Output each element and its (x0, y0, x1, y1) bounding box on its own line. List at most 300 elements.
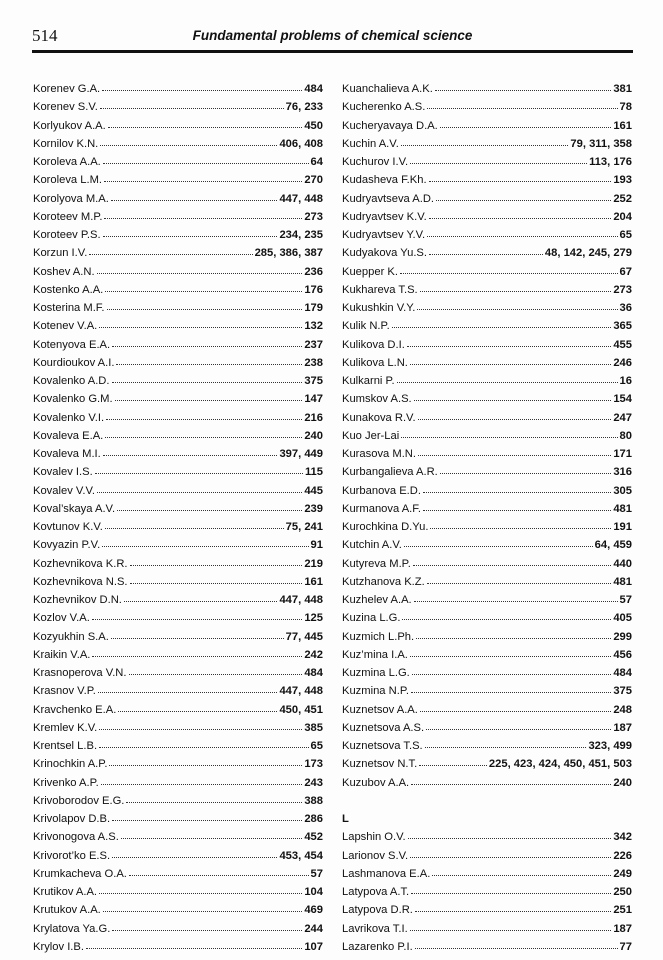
index-entry (33, 828, 323, 846)
index-entry (342, 153, 632, 171)
page-references: 305 (613, 484, 632, 497)
dot-leader (429, 253, 543, 255)
index-entry (342, 774, 632, 792)
page-references: 115 (304, 466, 323, 479)
page-references: 238 (304, 356, 323, 369)
index-entry (33, 500, 323, 518)
dot-leader (111, 637, 284, 639)
index-entry (33, 336, 323, 354)
author-name: Krylatova Ya.G. (33, 922, 111, 935)
page-references: 469 (304, 904, 323, 917)
index-entry (342, 409, 632, 427)
index-entry (33, 171, 323, 189)
index-entry (33, 573, 323, 591)
index-entry (342, 354, 632, 372)
dot-leader (92, 618, 303, 620)
dot-leader (408, 837, 612, 839)
dot-leader (414, 399, 612, 401)
index-entry (342, 883, 632, 901)
dot-leader (104, 180, 302, 182)
author-name: Kuzhelev A.A. (342, 594, 412, 606)
header-rule (32, 50, 633, 53)
author-name: Kozhevnikov D.N. (33, 594, 122, 606)
author-name: Kudryavtseva A.D. (342, 192, 435, 205)
index-entry (342, 336, 632, 354)
page-references: 388 (304, 794, 323, 807)
page-references: 397, 449 (279, 448, 323, 460)
author-name: Krivonogova A.S. (33, 831, 119, 844)
dot-leader (410, 655, 611, 657)
author-name: Kozhevnikova K.R. (33, 557, 128, 570)
index-entry (342, 555, 632, 573)
dot-leader (112, 856, 277, 858)
author-name: Korlyukov A.A. (33, 119, 106, 132)
page-references: 323, 499 (588, 740, 632, 752)
author-name: Kurochkina D.Yu. (342, 521, 429, 533)
author-name: Krentsel L.B. (33, 740, 98, 752)
dot-leader (109, 764, 302, 766)
index-entry (342, 865, 632, 883)
dot-leader (401, 436, 617, 438)
index-entry (33, 226, 323, 244)
author-name: Kraikin V.A. (33, 648, 91, 661)
page-references: 16 (619, 375, 632, 387)
dot-leader (100, 144, 277, 146)
dot-leader (99, 728, 302, 730)
dot-leader (116, 363, 302, 365)
page-references: 450, 451 (279, 703, 323, 716)
index-entry (342, 609, 632, 627)
index-entry (342, 646, 632, 664)
page-references: 251 (613, 904, 632, 917)
dot-leader (410, 929, 612, 931)
author-name: Koroteev M.P. (33, 210, 103, 223)
page-references: 80 (619, 429, 632, 442)
dot-leader (440, 126, 612, 128)
page-references: 57 (619, 594, 632, 606)
index-entry (33, 883, 323, 901)
author-name: Kuzmina L.G. (342, 667, 410, 679)
page-references: 385 (304, 721, 323, 734)
author-name: Kumskov A.S. (342, 393, 412, 406)
dot-leader (124, 600, 278, 602)
index-entry (342, 226, 632, 244)
dot-leader (436, 199, 611, 201)
author-name: Kucheryavaya D.A. (342, 119, 438, 132)
author-name: Kudryavtsev K.V. (342, 210, 427, 223)
page-references: 48, 142, 245, 279 (544, 247, 632, 260)
index-entry (33, 792, 323, 810)
index-entry (342, 920, 632, 938)
author-name: Kuz’mina I.A. (342, 648, 408, 661)
index-entry (342, 737, 632, 755)
author-name: Krasnoperova V.N. (33, 667, 127, 679)
dot-leader (86, 947, 302, 949)
author-name: Kulik N.P. (342, 320, 390, 333)
page-header (32, 24, 633, 50)
index-entry (33, 80, 323, 98)
index-entry (33, 244, 323, 262)
dot-leader (117, 509, 302, 511)
dot-leader (420, 290, 612, 292)
author-name: Lapshin O.V. (342, 831, 406, 844)
author-name: Kurbangalieva A.R. (342, 466, 438, 479)
dot-leader (410, 162, 587, 164)
author-name: Kutyreva M.P. (342, 557, 411, 570)
page-references: 375 (613, 685, 632, 698)
page-references: 240 (304, 429, 323, 442)
dot-leader (98, 691, 278, 693)
dot-leader (410, 856, 611, 858)
section-l-entries (342, 828, 632, 956)
running-title: Fundamental problems of chemical science (192, 28, 473, 43)
index-entry (33, 755, 323, 773)
page-references: 455 (613, 338, 632, 351)
index-entry (342, 500, 632, 518)
index-entry (342, 208, 632, 226)
author-name: Kotenyova E.A. (33, 338, 111, 351)
page-references: 187 (613, 922, 632, 935)
index-entry (33, 682, 323, 700)
index-entry (33, 609, 323, 627)
dot-leader (420, 710, 611, 712)
page-references: 91 (310, 539, 323, 552)
page-references: 154 (613, 393, 632, 406)
page-references: 219 (304, 557, 323, 570)
index-entry (33, 281, 323, 299)
section-letter-l: L (342, 813, 349, 825)
page-references: 64, 459 (594, 539, 632, 552)
index-entry (33, 427, 323, 445)
page-number: 514 (32, 26, 58, 45)
dot-leader (402, 618, 611, 620)
page-references: 248 (613, 703, 632, 716)
author-name: Lavrikova T.I. (342, 922, 408, 935)
dot-leader (130, 564, 303, 566)
page-references: 246 (613, 356, 632, 369)
page-references: 342 (613, 831, 632, 844)
page-references: 450 (304, 119, 323, 132)
index-entry (33, 372, 323, 390)
dot-leader (115, 399, 303, 401)
index-entry (342, 755, 632, 773)
index-entry (33, 354, 323, 372)
page-references: 225, 423, 424, 450, 451, 503 (488, 758, 632, 771)
page-references: 250 (613, 886, 632, 898)
author-name: Kutchin A.V. (342, 539, 402, 552)
page-references: 244 (304, 922, 323, 935)
dot-leader (412, 673, 612, 675)
author-name: Kuzmich L.Ph. (342, 630, 415, 643)
page-references: 273 (304, 210, 323, 223)
index-entry (342, 171, 632, 189)
author-name: Kourdioukov A.I. (33, 356, 115, 369)
page-references: 249 (613, 867, 632, 880)
author-name: Kornilov K.N. (33, 137, 99, 150)
index-entry (33, 518, 323, 536)
index-entry (342, 463, 632, 481)
index-entry (342, 390, 632, 408)
dot-leader (97, 491, 302, 493)
dot-leader (103, 910, 303, 912)
dot-leader (427, 107, 617, 109)
page-references: 216 (304, 411, 323, 424)
index-entry (342, 445, 632, 463)
author-name: Kuzina L.G. (342, 612, 401, 625)
dot-leader (407, 345, 612, 347)
page-references: 381 (613, 83, 632, 95)
index-entry (33, 536, 323, 554)
author-name: Krumkacheva O.A. (33, 867, 127, 880)
page-references: 161 (304, 575, 323, 588)
page-references: 57 (310, 867, 323, 880)
index-entry (33, 555, 323, 573)
index-entry (342, 80, 632, 98)
page-references: 179 (304, 302, 323, 314)
author-name: Krivenko A.P. (33, 776, 99, 789)
page-references: 147 (304, 393, 323, 406)
page-references: 481 (613, 502, 632, 515)
page-references: 234, 235 (279, 229, 323, 241)
author-name: Kremlev K.V. (33, 721, 98, 734)
page-references: 75, 241 (285, 521, 323, 533)
page-references: 77 (619, 940, 632, 953)
page-references: 405 (613, 612, 632, 625)
index-entry (342, 117, 632, 135)
index-entry (342, 244, 632, 262)
index-entry (342, 719, 632, 737)
index-entry (33, 463, 323, 481)
dot-leader (92, 655, 302, 657)
author-name: Koroleva L.M. (33, 174, 103, 187)
author-name: Kuznetsova A.S. (342, 721, 425, 734)
dot-leader (112, 929, 302, 931)
page-references: 375 (304, 375, 323, 387)
dot-leader (440, 472, 612, 474)
page-references: 65 (619, 229, 632, 241)
page-references: 76, 233 (285, 101, 323, 114)
index-entry (33, 628, 323, 646)
dot-leader (400, 272, 618, 274)
index-entry (342, 372, 632, 390)
index-entry (33, 263, 323, 281)
page-references: 161 (613, 119, 632, 132)
page-references: 316 (613, 466, 632, 479)
page-references: 176 (304, 283, 323, 296)
page-references: 406, 408 (279, 137, 323, 150)
index-entry (33, 920, 323, 938)
dot-leader (416, 637, 611, 639)
author-name: Korolyova M.A. (33, 192, 109, 205)
page-references: 240 (613, 776, 632, 789)
author-name: Koval’skaya A.V. (33, 502, 116, 515)
author-name: Kovalev I.S. (33, 466, 93, 479)
page-references: 247 (613, 411, 632, 424)
author-name: Kosterina M.F. (33, 302, 105, 314)
dot-leader (105, 527, 284, 529)
dot-leader (427, 582, 612, 584)
author-name: Krivolapov D.B. (33, 813, 111, 825)
index-entry (33, 445, 323, 463)
dot-leader (401, 144, 569, 146)
dot-leader (429, 180, 612, 182)
index-entry (33, 774, 323, 792)
index-entry (342, 190, 632, 208)
index-entry (33, 135, 323, 153)
page-references: 453, 454 (279, 849, 323, 862)
index-entry (33, 664, 323, 682)
dot-leader (418, 418, 612, 420)
index-entry (33, 847, 323, 865)
dot-leader (129, 874, 309, 876)
index-entry (342, 701, 632, 719)
index-entry (33, 938, 323, 956)
author-name: Kovtunov K.V. (33, 521, 103, 533)
author-name: Krasnov V.P. (33, 685, 96, 698)
page-references: 447, 448 (279, 685, 323, 698)
author-name: Krutikov A.A. (33, 886, 98, 898)
index-entry (342, 847, 632, 865)
index-entry (342, 482, 632, 500)
dot-leader (102, 89, 302, 91)
dot-leader (107, 308, 303, 310)
dot-leader (427, 235, 617, 237)
author-name: Krivorot’ko E.S. (33, 849, 111, 862)
page-references: 484 (304, 667, 323, 679)
index-entry (342, 135, 632, 153)
dot-leader (432, 874, 611, 876)
page-references: 107 (304, 940, 323, 953)
page-references: 125 (304, 612, 323, 625)
dot-leader (413, 564, 612, 566)
author-name: Kucherenko A.S. (342, 101, 426, 114)
author-name: Krylov I.B. (33, 940, 84, 953)
author-name: Lashmanova E.A. (342, 867, 431, 880)
page-references: 481 (613, 575, 632, 588)
dot-leader (99, 326, 302, 328)
author-name: Korenev S.V. (33, 101, 98, 114)
dot-leader (89, 253, 252, 255)
author-name: Kozyukhin S.A. (33, 630, 109, 643)
author-name: Krutukov A.A. (33, 904, 101, 917)
index-entry (342, 281, 632, 299)
dot-leader (99, 892, 302, 894)
author-name: Kuznetsova T.S. (342, 740, 423, 752)
index-entry (33, 98, 323, 116)
dot-leader (411, 691, 611, 693)
author-name: Kuo Jer-Lai (342, 429, 400, 442)
page-references: 484 (304, 83, 323, 95)
dot-leader (103, 162, 309, 164)
author-name: Kovaleva E.A. (33, 429, 104, 442)
author-name: Kudryavtsev Y.V. (342, 229, 426, 241)
author-name: Korzun I.V. (33, 247, 88, 260)
author-name: Koshev A.N. (33, 265, 95, 278)
dot-leader (411, 892, 611, 894)
page-references: 104 (304, 886, 323, 898)
index-entry (342, 628, 632, 646)
author-name: Kovyazin P.V. (33, 539, 101, 552)
author-name: Kozhevnikova N.S. (33, 575, 128, 588)
dot-leader (111, 199, 278, 201)
page-references: 236 (304, 265, 323, 278)
author-name: Kozlov V.A. (33, 612, 90, 625)
author-name: Kukushkin V.Y. (342, 302, 416, 314)
index-entry (342, 828, 632, 846)
page-references: 273 (613, 283, 632, 296)
page-references: 65 (310, 740, 323, 752)
page-references: 445 (304, 484, 323, 497)
page-references: 64 (310, 156, 323, 168)
page-references: 242 (304, 648, 323, 661)
author-name: Kudasheva F.Kh. (342, 174, 427, 187)
dot-leader (101, 783, 303, 785)
author-name: Krinochkin A.P. (33, 758, 108, 771)
page-references: 113, 176 (589, 156, 632, 168)
dot-leader (129, 673, 303, 675)
dot-leader (415, 947, 618, 949)
dot-leader (425, 746, 587, 748)
index-entry (33, 810, 323, 828)
index-entry (33, 208, 323, 226)
dot-leader (104, 217, 302, 219)
author-name: Kuchin A.V. (342, 137, 399, 150)
dot-leader (105, 436, 302, 438)
author-name: Kurasova M.N. (342, 448, 416, 460)
dot-leader (121, 837, 303, 839)
page-references: 365 (613, 320, 632, 333)
page-references: 447, 448 (279, 594, 323, 606)
dot-leader (435, 89, 612, 91)
page-references: 484 (613, 667, 632, 679)
author-name: Kovalenko A.D. (33, 375, 110, 387)
author-name: Korenev G.A. (33, 83, 101, 95)
dot-leader (100, 107, 284, 109)
author-name: Kulikova L.N. (342, 356, 408, 369)
page-references: 78 (619, 101, 632, 114)
author-name: Kulkarni P. (342, 375, 395, 387)
index-entry (342, 536, 632, 554)
page-references: 237 (304, 338, 323, 351)
page-references: 440 (613, 557, 632, 570)
page-references: 67 (619, 265, 632, 278)
author-name: Larionov S.V. (342, 849, 409, 862)
index-entry (33, 701, 323, 719)
index-entry (33, 901, 323, 919)
dot-leader (397, 381, 618, 383)
dot-leader (118, 710, 277, 712)
author-name: Kurbanova E.D. (342, 484, 421, 497)
index-column-left (33, 80, 323, 956)
dot-leader (430, 527, 611, 529)
author-name: Kutzhanova K.Z. (342, 575, 425, 588)
dot-leader (404, 545, 593, 547)
page-references: 239 (304, 502, 323, 515)
index-entry (33, 409, 323, 427)
author-name: Kravchenko E.A. (33, 703, 117, 716)
author-name: Koroteev P.S. (33, 229, 101, 241)
index-entry (33, 390, 323, 408)
dot-leader (95, 472, 303, 474)
dot-leader (423, 509, 611, 511)
page-references: 171 (613, 448, 632, 460)
author-name: Kuepper K. (342, 265, 398, 278)
index-entry (33, 190, 323, 208)
page-references: 173 (304, 758, 323, 771)
author-name: Kukhareva T.S. (342, 283, 418, 296)
page-references: 79, 311, 358 (570, 137, 632, 150)
dot-leader (105, 290, 302, 292)
